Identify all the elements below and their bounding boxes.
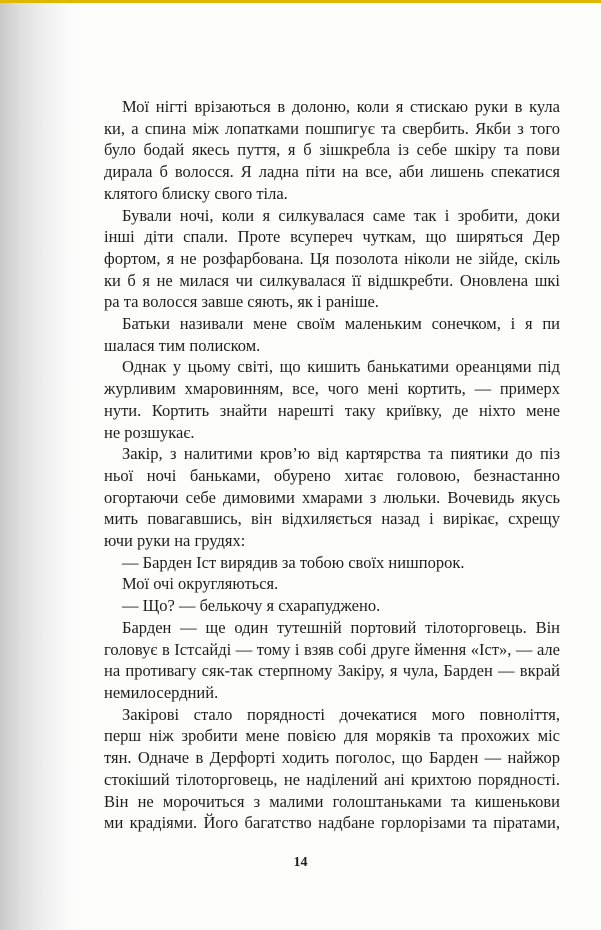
text-line: інші діти спали. Проте всупереч чуткам, що ширяться Дер	[104, 227, 560, 247]
text-line: журливим хмаровинням, все, чого мені кортить, — примерх	[104, 379, 560, 399]
text-line: — Барден Іст вирядив за тобою своїх нишпорок.	[122, 552, 465, 572]
text-line: Бували ночі, коли я силкувалася саме так і зробити, доки	[122, 205, 560, 225]
gutter-shade	[0, 3, 80, 930]
text-line: на противагу сяк-так стерпному Закіру, я чула, Барден — вкрай	[104, 661, 560, 681]
text-line: ючи руки на грудях:	[104, 531, 246, 551]
paragraph	[104, 96, 560, 205]
text-line: перш ніж зробити мене повією для моряків та прохожих міс	[104, 726, 560, 746]
text-line: Барден — ще один тутешній портовий тілоторговець. Він	[122, 617, 560, 637]
text-line: дирала б волосся. Я ладна піти на все, аби лишень спекатися	[104, 162, 560, 182]
text-line: було бодай якесь пуття, я б зішкребла із себе шкіру та пови	[104, 140, 560, 160]
text-line: мить повагавшись, він відхиляється назад і вирікає, схрещу	[104, 509, 560, 529]
text-line: ки б я не милася чи силкувалася її відшкребти. Оновлена шкі	[104, 270, 560, 290]
text-line: Мої очі округляються.	[122, 574, 279, 594]
text-line: Батьки називали мене своїм маленьким сонечком, і я пи	[122, 314, 560, 334]
page-number: 14	[293, 855, 308, 870]
text-line: нути. Кортить знайти нарешті таку криївку, де ніхто мене	[104, 400, 560, 420]
paragraph	[104, 313, 560, 356]
text-line: ра та волосся завше сяють, як і раніше.	[104, 292, 379, 312]
paragraph	[104, 443, 560, 552]
paragraph	[104, 595, 560, 617]
text-line: Він не морочиться з малими голоштаньками та кишенькови	[104, 791, 560, 811]
text-line: ми крадіями. Його багатство надбане горлорізами та піратами,	[104, 813, 560, 833]
text-line: немилосердний.	[104, 682, 219, 702]
text-line: шалася тим полиском.	[104, 335, 261, 355]
text-line: не розшукає.	[104, 422, 195, 442]
top-rule	[0, 0, 601, 3]
text-line: — Що? — белькочу я схарапуджено.	[122, 596, 381, 616]
text-line: ки, а спина між лопатками пошпигує та свербить. Якби з того	[104, 118, 560, 138]
paragraph	[104, 205, 560, 314]
text-line: Однак у цьому світі, що кишить банькатими ореанцями під	[122, 357, 560, 377]
paragraph	[104, 356, 560, 443]
text-line: Мої нігті врізаються в долоню, коли я стискаю руки в кула	[122, 97, 560, 116]
paragraph	[104, 573, 560, 595]
text-line: тян. Одначе в Дерфорті ходить поголос, що Барден — найжор	[104, 748, 560, 768]
paragraph	[104, 617, 560, 704]
text-line: клятого блиску свого тіла.	[104, 183, 288, 203]
text-line: фортом, я не розфарбована. Ця позолота ніколи не зійде, скіль	[104, 248, 560, 268]
text-line: огортаючи себе димовими хмарами з люльки. Вочевидь якусь	[104, 487, 560, 507]
text-line: головує в Істсайді — тому і взяв собі друге ймення «Іст», — але	[104, 639, 560, 659]
paragraph	[104, 552, 560, 574]
paragraph	[104, 704, 560, 834]
body-text	[104, 96, 560, 834]
text-line: Закір, з налитими кров’ю від картярства та пиятики до піз	[122, 444, 560, 464]
text-line: ньої ночі баньками, обурено хитає головою, безнастанно	[104, 465, 560, 485]
text-line: Закірові стало порядності дочекатися мого повноліття,	[122, 704, 560, 724]
text-line: стокіший тілоторговець, не наділений ані крихтою порядності.	[104, 769, 560, 789]
